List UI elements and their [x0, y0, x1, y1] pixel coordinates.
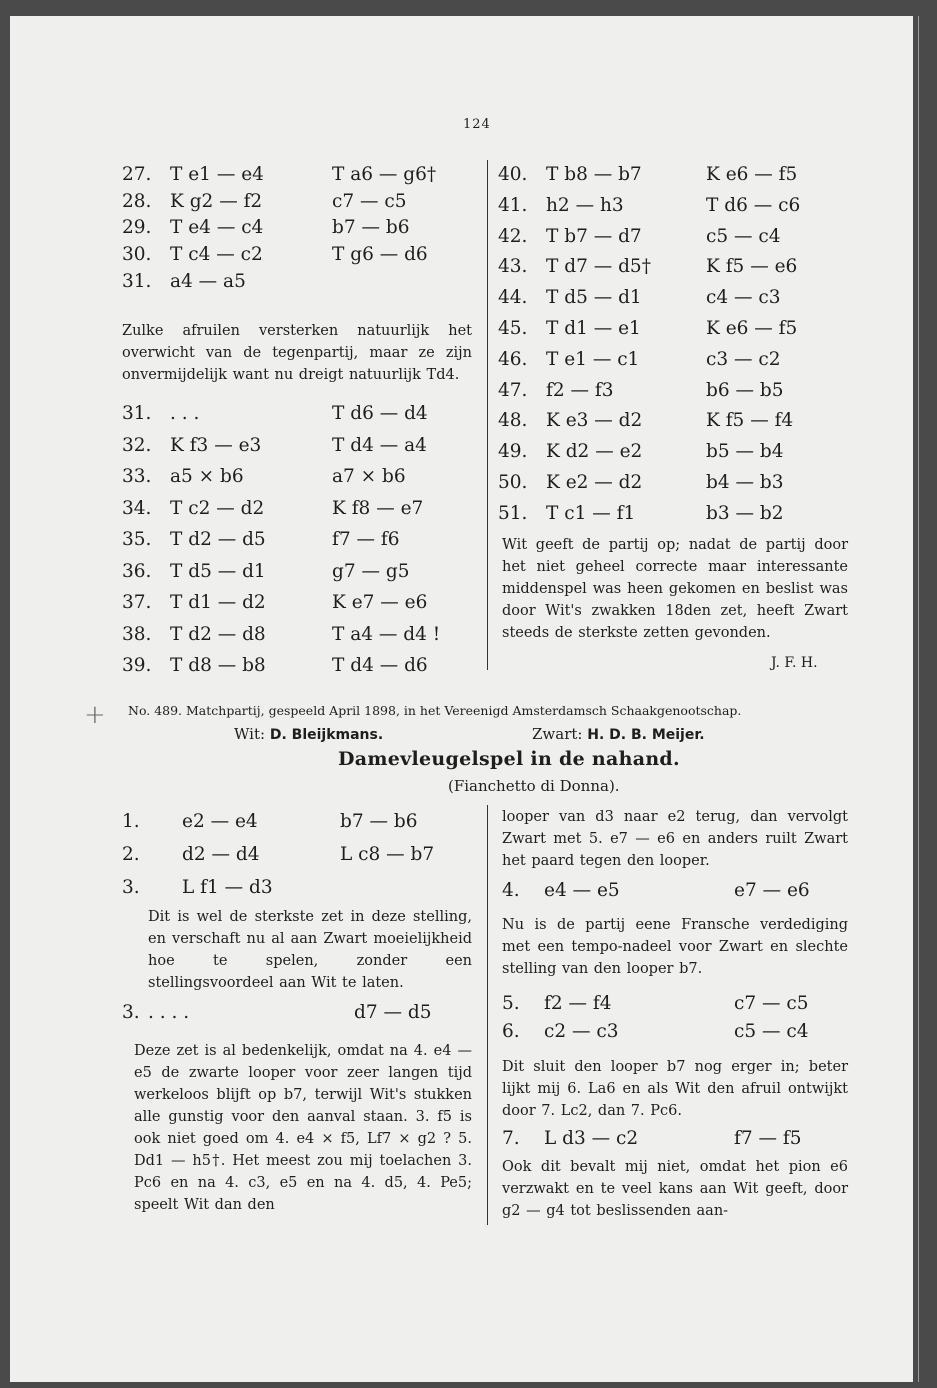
move-row	[122, 531, 462, 553]
move-number: 49.	[498, 441, 528, 463]
annotation-looper: looper van d3 naar e2 terug, dan vervolgt Zwart met 5. e7 — e6 en anders ruilt Zwart het paard tegen den looper.	[502, 809, 848, 869]
move-number: 40.	[498, 164, 528, 185]
move-number: 7.	[502, 1128, 520, 1149]
move-row	[122, 497, 462, 522]
move-number: 42.	[498, 225, 528, 247]
white-move: c2 — c3	[544, 1020, 619, 1042]
white-move: f2 — f4	[544, 993, 612, 1014]
move-number: 45.	[498, 318, 528, 339]
black-move: b7 — b6	[340, 811, 418, 832]
black-move: T d4 — d6	[332, 655, 428, 676]
move-number: 37.	[122, 592, 152, 613]
move-number: 50.	[498, 472, 528, 493]
white-move: T b7 — d7	[546, 225, 642, 247]
move-number: 44.	[498, 287, 528, 309]
black-move: c7 — c5	[734, 993, 809, 1014]
move-row	[122, 560, 462, 585]
white-move: e2 — e4	[182, 811, 258, 832]
move-row	[498, 348, 838, 373]
move-row	[498, 225, 838, 250]
white-move: T e1 — c1	[546, 348, 640, 370]
black-move: b6 — b5	[706, 379, 784, 401]
move-number: 41.	[498, 194, 528, 216]
move-number: 29.	[122, 217, 152, 239]
white-move: . . .	[170, 403, 200, 424]
white-move: K g2 — f2	[170, 190, 263, 212]
move-row	[122, 190, 462, 215]
move-number: 47.	[498, 379, 528, 401]
black-move: T a4 — d4 !	[332, 623, 441, 645]
white-player: D. Bleijkmans.	[269, 727, 384, 743]
move-number: 6.	[502, 1020, 520, 1042]
move-number: 51.	[498, 502, 528, 524]
move-row	[498, 443, 838, 465]
page-number: 124	[463, 117, 491, 132]
annotation-dit-sluit: Dit sluit den looper b7 nog erger in; beter lijkt mij 6. La6 en als Wit den afruil ontwijkt door 7. Lc2, dan 7. Pc6.	[502, 1059, 848, 1119]
black-move: c4 — c3	[706, 287, 781, 309]
white-move: T d5 — d1	[170, 560, 266, 582]
black-move: L c8 — b7	[340, 844, 435, 865]
black-move: b7 — b6	[332, 217, 410, 239]
move-number: 31.	[122, 403, 152, 424]
black-player: H. D. B. Meijer.	[587, 727, 705, 743]
move-number: 33.	[122, 466, 152, 487]
white-move: a4 — a5	[170, 270, 246, 292]
annotation-ook-dit: Ook dit bevalt mij niet, omdat het pion e6 verzwakt en te veel kans aan Wit geeft, door g2 — g4 tot beslissenden aan-	[502, 1159, 848, 1219]
move-number: 48.	[498, 410, 528, 432]
black-move: K e6 — f5	[706, 164, 798, 185]
white-move: T c2 — d2	[170, 497, 265, 519]
white-move: T d8 — b8	[170, 655, 266, 676]
move-number: 38.	[122, 623, 152, 645]
move-number: 3.	[122, 1002, 140, 1023]
white-move: K d2 — e2	[546, 441, 643, 463]
white-move: T e4 — c4	[170, 217, 264, 239]
black-move: b4 — b3	[706, 472, 784, 493]
white-move: T b8 — b7	[546, 164, 642, 185]
move-row	[122, 219, 462, 241]
move-number: 28.	[122, 190, 152, 212]
black-move: c3 — c2	[706, 348, 781, 370]
column-divider-top	[487, 160, 488, 670]
move-number: 43.	[498, 256, 528, 278]
move-number: 31.	[122, 270, 152, 292]
white-move: h2 — h3	[546, 194, 624, 216]
black-move: K e7 — e6	[332, 592, 428, 613]
black-move: T g6 — d6	[332, 244, 428, 266]
black-label: Zwart:	[532, 725, 583, 743]
black-player-line	[532, 725, 705, 743]
move-row	[502, 1020, 842, 1045]
move-row	[498, 194, 838, 219]
black-move: T d4 — a4	[332, 434, 427, 456]
move-row	[122, 246, 462, 268]
white-move: T e1 — e4	[170, 164, 264, 185]
white-move: T d7 — d5†	[546, 256, 651, 278]
annotation-zulke: Zulke afruilen versterken natuurlijk het overwicht van de tegenpartij, maar ze zijn onvermijdelijk want nu dreigt natuurlijk Td4.	[122, 323, 472, 383]
move-row	[122, 270, 462, 295]
move-row	[502, 882, 842, 904]
white-move: T c1 — f1	[546, 502, 636, 524]
black-move: b5 — b4	[706, 441, 784, 463]
white-move: T d2 — d5	[170, 529, 266, 550]
white-move: T d5 — d1	[546, 287, 642, 309]
white-move: T d2 — d8	[170, 623, 266, 645]
black-move: c7 — c5	[332, 190, 407, 212]
move-row	[122, 405, 462, 427]
black-move: b3 — b2	[706, 502, 784, 524]
move-row	[502, 1130, 842, 1152]
move-number: 36.	[122, 560, 152, 582]
annotation-nu-is: Nu is de partij eene Fransche verdediging met een tempo-nadeel voor Zwart en slechte stelling van den looper b7.	[502, 917, 848, 977]
move-number: 27.	[122, 164, 152, 185]
black-move: K f5 — e6	[706, 256, 798, 278]
white-move: a5 × b6	[170, 466, 244, 487]
move-row	[122, 879, 462, 901]
move-row	[498, 412, 838, 434]
white-move: . . . .	[148, 1002, 190, 1023]
move-row	[122, 166, 462, 188]
black-move: c5 — c4	[706, 225, 781, 247]
move-number: 2.	[122, 844, 140, 865]
move-row	[122, 1004, 462, 1026]
black-move: g7 — g5	[332, 560, 410, 582]
white-move: e4 — e5	[544, 880, 620, 901]
black-move: c5 — c4	[734, 1020, 809, 1042]
move-row	[122, 468, 462, 490]
move-row	[498, 502, 838, 527]
move-number: 4.	[502, 880, 520, 901]
move-row	[498, 474, 838, 496]
white-move: T d1 — d2	[170, 592, 266, 613]
move-number: 32.	[122, 434, 152, 456]
white-move: K e3 — d2	[546, 410, 643, 432]
move-row	[502, 995, 842, 1017]
white-player-line	[234, 725, 383, 743]
white-move: f2 — f3	[546, 379, 614, 401]
move-row	[498, 320, 838, 342]
white-move: K e2 — d2	[546, 472, 643, 493]
move-number: 34.	[122, 497, 152, 519]
move-number: 3.	[122, 877, 140, 898]
move-row	[498, 258, 838, 280]
move-number: 1.	[122, 811, 140, 832]
move-row	[122, 657, 462, 679]
white-move: T d1 — e1	[546, 318, 641, 339]
white-move: T c4 — c2	[170, 244, 263, 266]
black-move: f7 — f6	[332, 529, 400, 550]
move-row	[122, 594, 462, 616]
annotation-dit-is-wel: Dit is wel de sterkste zet in deze stelling, en verschaft nu al aan Zwart moeielijkheid hoe te spelen, zonder een stellingsvoordeel aan Wit te laten.	[148, 909, 472, 991]
move-row	[498, 166, 838, 188]
black-move: T d6 — c6	[706, 194, 801, 216]
move-row	[122, 846, 462, 868]
white-move: d2 — d4	[182, 844, 260, 865]
annotation-deze-zet: Deze zet is al bedenkelijk, omdat na 4. e4 — e5 de zwarte looper voor zeer langen tijd werkeloos blijft op b7, terwijl Wit's stukken alle gunstig voor den aanval staan. 3. f5 is ook niet goed om 4. e4 × f5, Lf7 × g2 ? 5. Dd1 — h5†. Het meest zou mij toelachen 3. Pc6 en na 4. c3, e5 en na 4. d5, 4. Pe5; speelt Wit dan den	[134, 1043, 472, 1213]
opening-subtitle: (Fianchetto di Donna).	[448, 777, 620, 795]
opening-title: Damevleugelspel in de nahand.	[338, 748, 680, 770]
signature: J. F. H.	[771, 655, 818, 671]
move-row	[498, 379, 838, 404]
black-move: T a6 — g6†	[332, 164, 437, 185]
white-move: K f3 — e3	[170, 434, 262, 456]
move-number: 30.	[122, 244, 152, 266]
move-row	[122, 813, 462, 835]
black-move: K f5 — f4	[706, 410, 794, 432]
pencil-mark: +	[84, 700, 106, 730]
move-row	[122, 623, 462, 648]
white-move: L d3 — c2	[544, 1128, 639, 1149]
annotation-wit-geeft: Wit geeft de partij op; nadat de partij door het niet geheel correcte maar interessante middenspel was heen gekomen en beslist was door Wit's zwakken 18den zet, heeft Zwart steeds de sterkste zetten gevonden.	[502, 537, 848, 641]
black-move: T d6 — d4	[332, 403, 428, 424]
black-move: a7 × b6	[332, 466, 406, 487]
move-number: 46.	[498, 348, 528, 370]
black-move: e7 — e6	[734, 880, 810, 901]
black-move: d7 — d5	[354, 1002, 432, 1023]
column-divider-bottom	[487, 805, 488, 1225]
move-row	[498, 289, 838, 311]
black-move: f7 — f5	[734, 1128, 802, 1149]
move-number: 35.	[122, 529, 152, 550]
white-move: L f1 — d3	[182, 877, 273, 898]
white-label: Wit:	[234, 725, 266, 743]
move-row	[122, 434, 462, 459]
game-header: No. 489. Matchpartij, gespeeld April 1898, in het Vereenigd Amsterdamsch Schaakgenootschap.	[128, 703, 742, 718]
move-number: 5.	[502, 993, 520, 1014]
page-edge	[918, 16, 919, 1382]
move-number: 39.	[122, 655, 152, 676]
black-move: K f8 — e7	[332, 497, 424, 519]
black-move: K e6 — f5	[706, 318, 798, 339]
